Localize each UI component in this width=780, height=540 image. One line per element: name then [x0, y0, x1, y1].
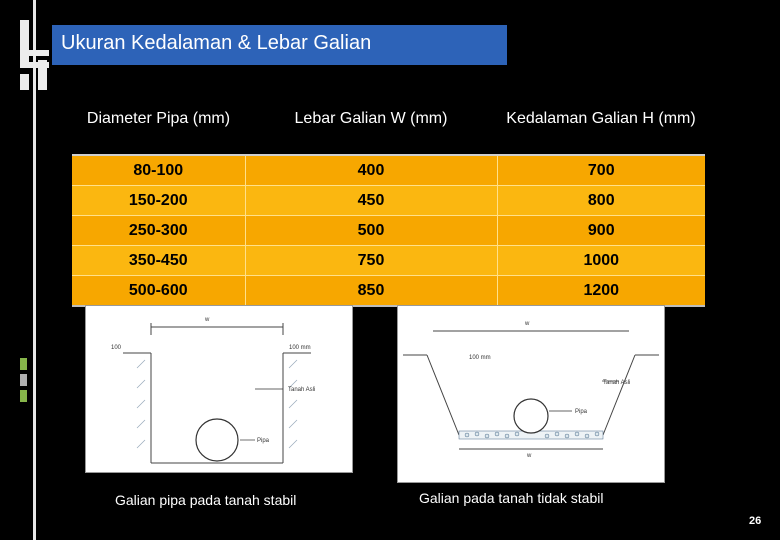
cell-lebar: 750 [245, 246, 497, 276]
corner-deco-1 [20, 20, 29, 66]
label-soil: Tanah Asli [288, 387, 316, 393]
cell-lebar: 500 [245, 216, 497, 246]
diagram-stable-soil [85, 305, 353, 473]
table-row [72, 276, 705, 307]
table-header-row [72, 82, 705, 155]
corner-deco-4 [20, 74, 29, 90]
cell-lebar: 450 [245, 186, 497, 216]
caption-unstable: Galian pada tanah tidak stabil [419, 490, 604, 506]
label-pipe: Pipa [257, 438, 270, 444]
cell-kedalaman: 900 [497, 216, 705, 246]
cell-diameter: 500-600 [72, 276, 245, 307]
label-100: 100 mm [469, 355, 491, 361]
label-w: w [205, 317, 210, 323]
label-soil: Tanah Asli [603, 380, 631, 386]
label-100-right: 100 mm [289, 345, 311, 351]
left-border-line [33, 0, 36, 540]
header-diameter: Diameter Pipa (mm) [72, 82, 245, 155]
pipe-icon [196, 419, 238, 461]
header-lebar: Lebar Galian W (mm) [245, 82, 497, 155]
slide-title: Ukuran Kedalaman & Lebar Galian [52, 25, 507, 65]
galian-table [72, 82, 705, 307]
accent-square-green-2 [20, 390, 27, 402]
cell-diameter: 250-300 [72, 216, 245, 246]
page-number: 26 [749, 515, 762, 527]
cell-kedalaman: 1000 [497, 246, 705, 276]
pipe-icon [514, 399, 548, 433]
diagram-unstable-soil [397, 305, 665, 483]
label-pipe: Pipa [575, 409, 588, 415]
corner-deco-5 [38, 60, 47, 90]
cell-lebar: 400 [245, 155, 497, 186]
table-row [72, 155, 705, 186]
table-row [72, 246, 705, 276]
caption-stable: Galian pipa pada tanah stabil [115, 492, 297, 508]
label-w: w [527, 453, 532, 459]
cell-kedalaman: 1200 [497, 276, 705, 307]
corner-deco-2 [20, 50, 49, 56]
accent-square-gray [20, 374, 27, 386]
cell-lebar: 850 [245, 276, 497, 307]
label-100-left: 100 [111, 345, 122, 351]
accent-square-green [20, 358, 27, 370]
cell-diameter: 80-100 [72, 155, 245, 186]
table-row [72, 186, 705, 216]
cell-diameter: 350-450 [72, 246, 245, 276]
cell-kedalaman: 700 [497, 155, 705, 186]
table-row [72, 216, 705, 246]
label-top: w [525, 321, 530, 327]
cell-diameter: 150-200 [72, 186, 245, 216]
cell-kedalaman: 800 [497, 186, 705, 216]
header-kedalaman: Kedalaman Galian H (mm) [497, 82, 705, 155]
